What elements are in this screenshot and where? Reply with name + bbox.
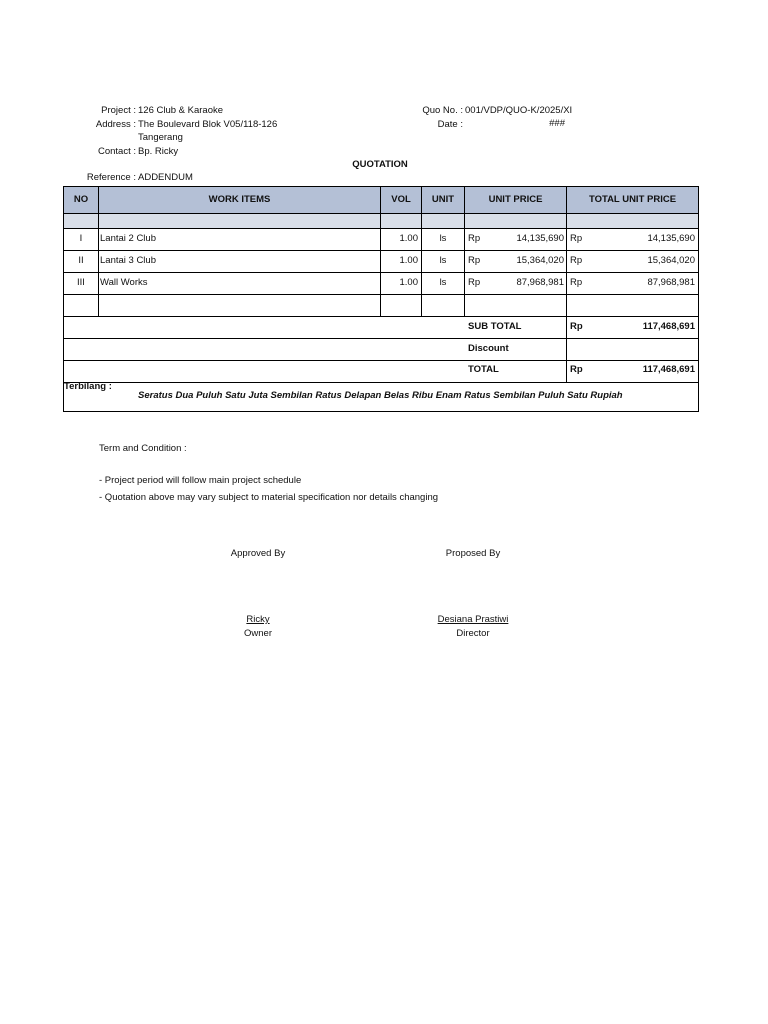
project-value: 126 Club & Karaoke: [138, 105, 224, 116]
reference-value: ADDENDUM: [138, 172, 193, 183]
row-no: II: [78, 255, 84, 266]
row-unit-price: 87,968,981: [516, 277, 564, 288]
subtotal-value: 117,468,691: [642, 321, 695, 332]
total-currency: Rp: [570, 364, 583, 375]
subtotal-currency: Rp: [570, 321, 583, 332]
col-header-work-items: WORK ITEMS: [208, 194, 271, 205]
terbilang-text: Seratus Dua Puluh Satu Juta Sembilan Ratus Delapan Belas Ribu Enam Ratus Sembilan Puluh Satu Rupiah: [138, 390, 623, 401]
subtotal-label: SUB TOTAL: [468, 321, 522, 332]
row-unit-price: 15,364,020: [516, 255, 564, 266]
project-label: Project :: [101, 105, 136, 116]
address-line2: Tangerang: [138, 132, 183, 143]
row-total-currency: Rp: [570, 277, 583, 288]
quotation-table: [63, 186, 699, 412]
row-vol: 1.00: [399, 255, 418, 266]
approved-by-label: Approved By: [230, 548, 286, 559]
quo-label: Quo No. :: [422, 105, 463, 116]
document-title: QUOTATION: [352, 159, 408, 170]
quo-value: 001/VDP/QUO-K/2025/XI: [465, 105, 573, 116]
row-price-currency: Rp: [468, 255, 481, 266]
proposed-signatory-role: Director: [456, 628, 490, 639]
col-header-vol: VOL: [391, 194, 411, 205]
terbilang-label: Terbilang :: [64, 381, 112, 392]
row-work-item: Wall Works: [100, 277, 148, 288]
terms-title: Term and Condition :: [99, 443, 187, 454]
date-label: Date :: [437, 119, 463, 130]
row-unit: ls: [439, 233, 447, 244]
address-line1: The Boulevard Blok V05/118-126: [138, 119, 278, 130]
reference-label: Reference :: [86, 172, 136, 183]
row-work-item: Lantai 3 Club: [100, 255, 156, 266]
terms-item: - Project period will follow main project schedule: [99, 475, 302, 486]
col-header-unit: UNIT: [431, 194, 455, 205]
table-subheader-bg: [64, 214, 698, 228]
row-price-currency: Rp: [468, 277, 481, 288]
date-value: ###: [549, 118, 565, 129]
approved-signatory-role: Owner: [244, 628, 272, 639]
terms-item: - Quotation above may vary subject to material specification nor details changing: [99, 492, 439, 503]
total-label: TOTAL: [468, 364, 499, 375]
row-total-currency: Rp: [570, 233, 583, 244]
discount-label: Discount: [468, 343, 509, 354]
col-header-unit-price: UNIT PRICE: [488, 194, 543, 205]
row-work-item: Lantai 2 Club: [100, 233, 156, 244]
row-vol: 1.00: [399, 233, 418, 244]
proposed-signatory-name: Desiana Prastiwi: [437, 614, 509, 625]
total-value: 117,468,691: [642, 364, 695, 375]
row-unit-price: 14,135,690: [516, 233, 564, 244]
row-no: III: [77, 277, 85, 288]
row-total-price: 87,968,981: [647, 277, 695, 288]
row-total-price: 15,364,020: [647, 255, 695, 266]
row-price-currency: Rp: [468, 233, 481, 244]
contact-value: Bp. Ricky: [138, 146, 179, 157]
row-no: I: [79, 233, 83, 244]
row-unit: ls: [439, 277, 447, 288]
approved-signatory-name: Ricky: [246, 614, 270, 625]
proposed-by-label: Proposed By: [445, 548, 501, 559]
row-vol: 1.00: [399, 277, 418, 288]
col-header-no: NO: [73, 194, 89, 205]
col-header-total-unit-price: TOTAL UNIT PRICE: [588, 194, 677, 205]
row-total-price: 14,135,690: [647, 233, 695, 244]
contact-label: Contact :: [97, 146, 136, 157]
row-total-currency: Rp: [570, 255, 583, 266]
row-unit: ls: [439, 255, 447, 266]
address-label: Address :: [95, 119, 136, 130]
